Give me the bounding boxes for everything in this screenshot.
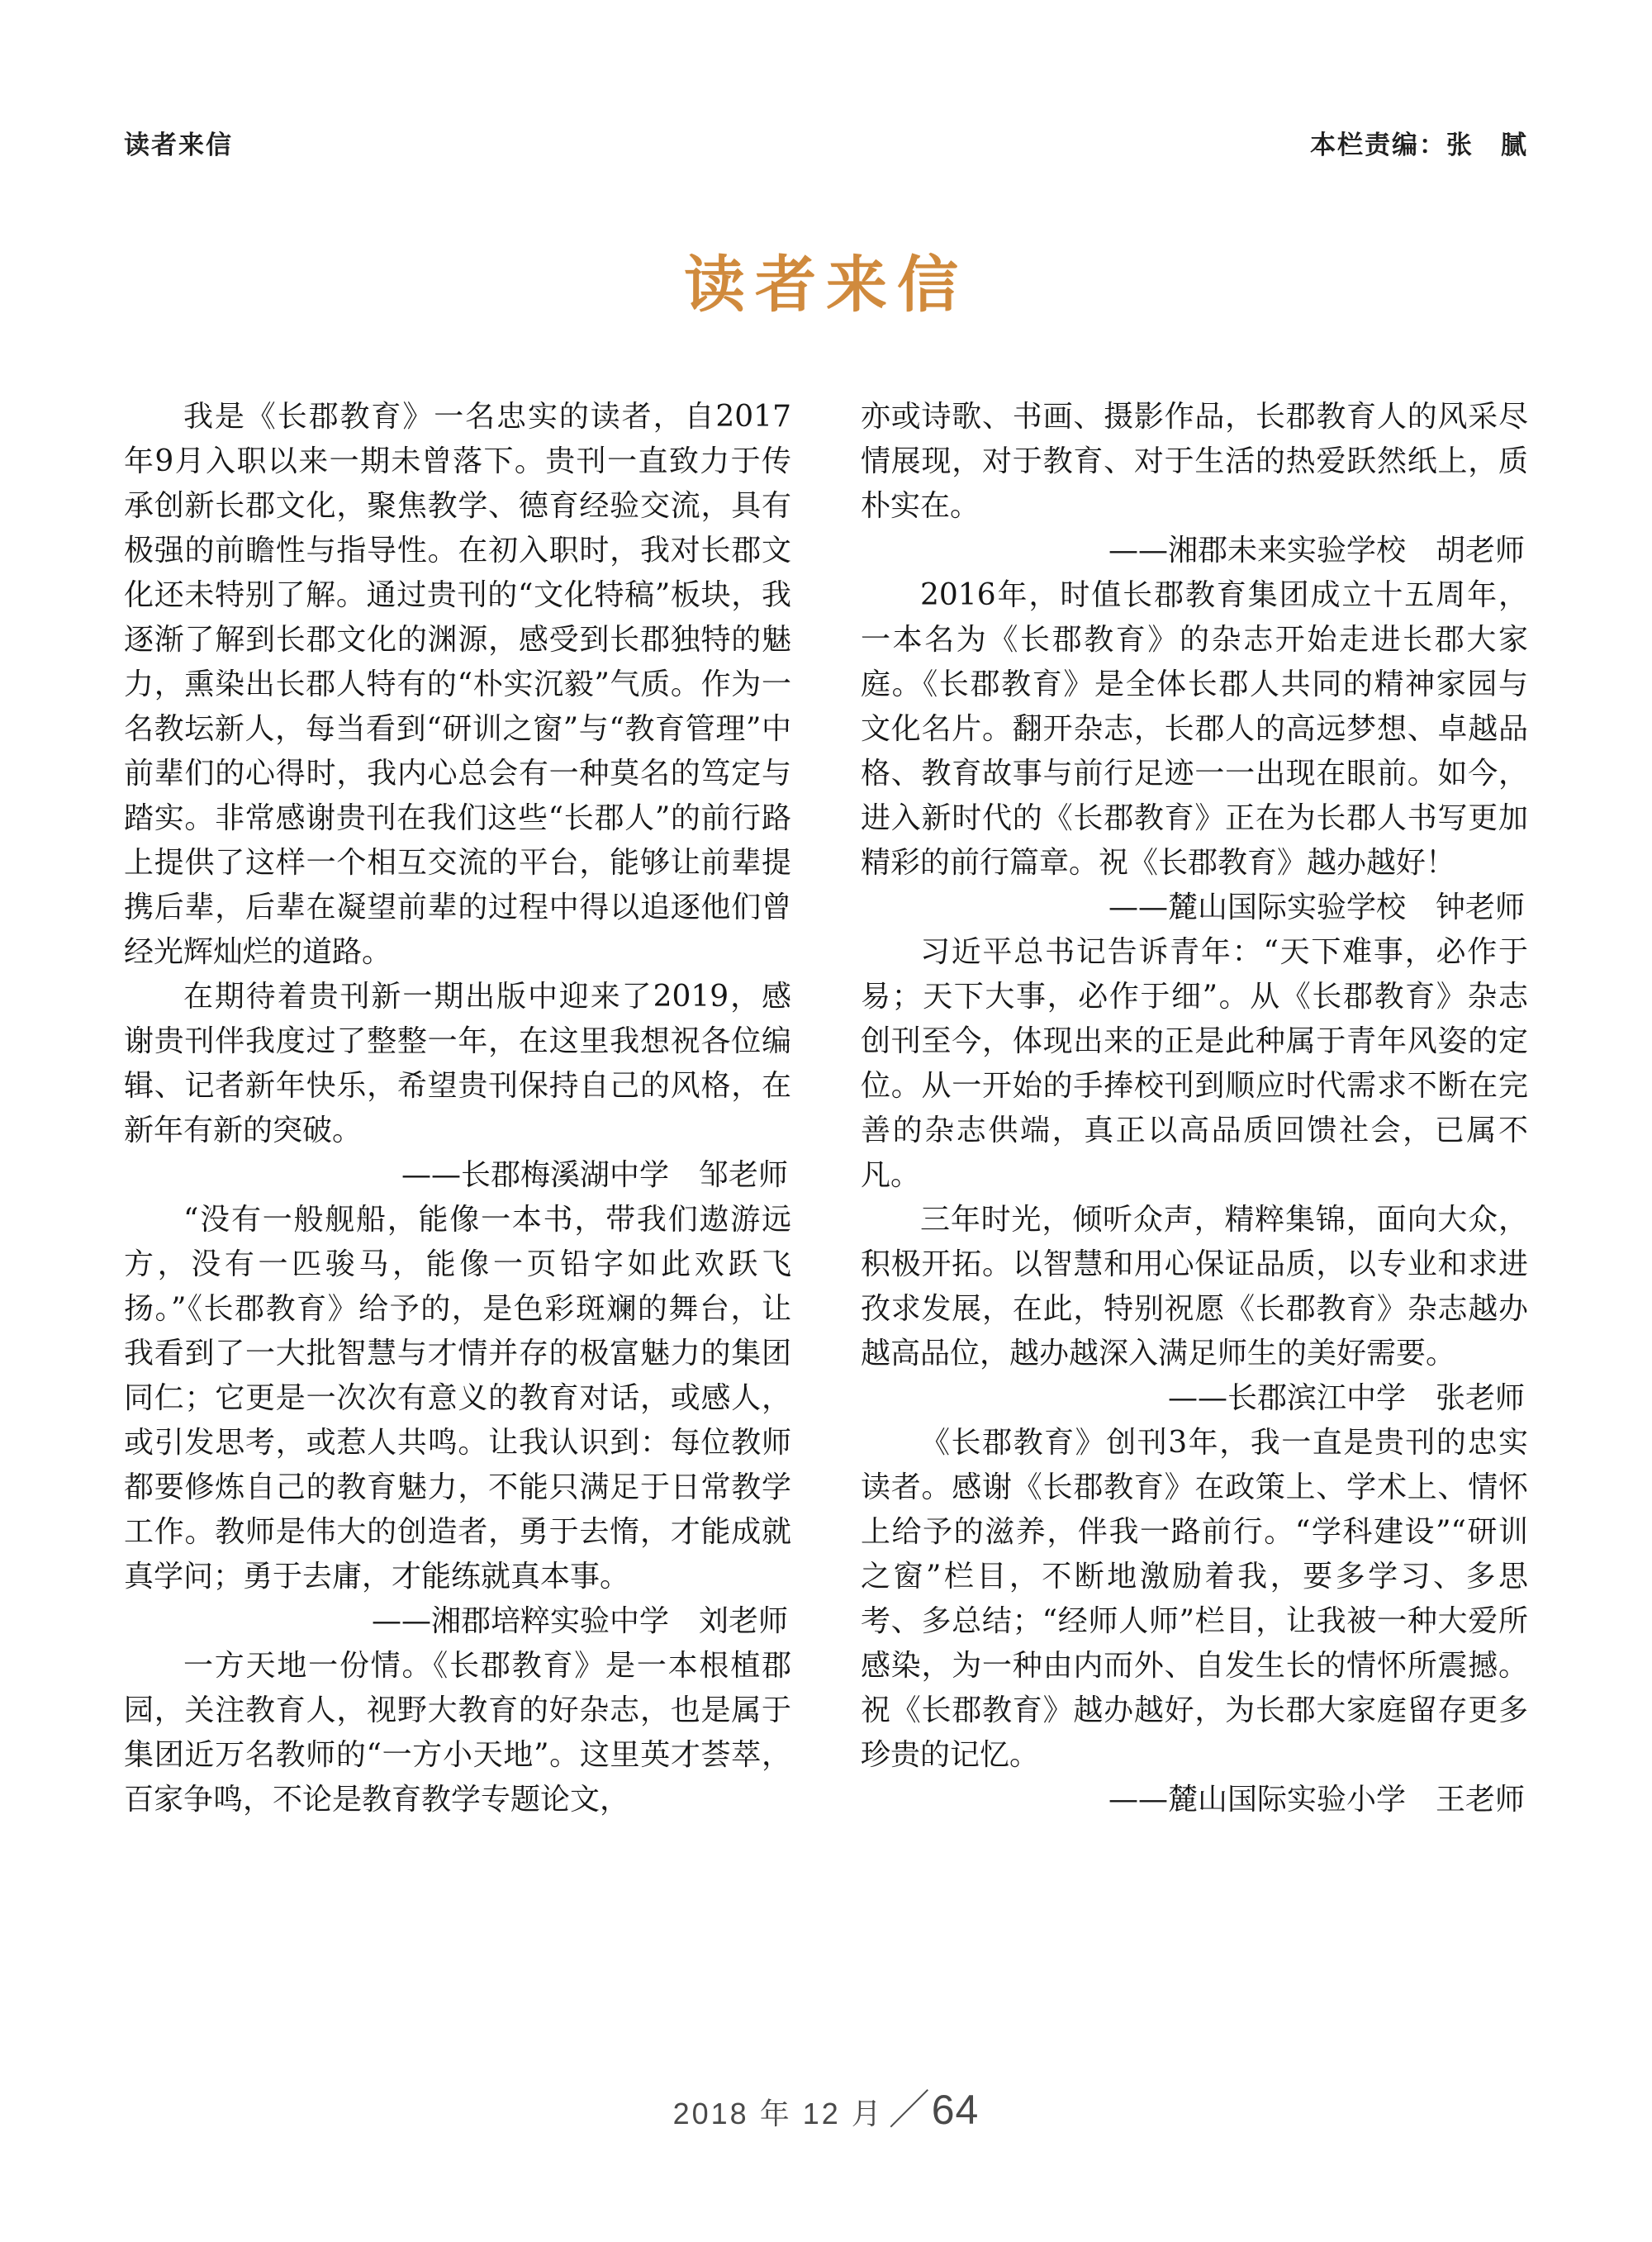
signature: ——麓山国际实验学校 钟老师 — [1108, 891, 1525, 924]
page-header — [124, 124, 1528, 161]
paragraph: 习近平总书记告诉青年：“天下难事，必作于易；天下大事，必作于细”。从《长郡教育》杂志创刊至今，体现出来的正是此种属于青年风姿的定位。从一开始的手捧校刊到顺应时代需求不断在完善的杂志供端，真正以高品质回馈社会，已属不凡。 — [861, 935, 1528, 1192]
paragraph-continuation: 亦或诗歌、书画、摄影作品，长郡教育人的风采尽情展现，对于教育、对于生活的热爱跃然纸上，质朴实在。 — [861, 400, 1528, 523]
signature: ——麓山国际实验小学 王老师 — [1108, 1783, 1525, 1817]
left-column — [124, 395, 791, 1822]
right-column — [861, 395, 1528, 1822]
header-column-editor: 本栏责编：张 腻 — [1310, 131, 1528, 159]
signature: ——湘郡培粹实验中学 刘老师 — [371, 1604, 788, 1638]
page-footer — [0, 2077, 1652, 2136]
header-section-label: 读者来信 — [124, 131, 233, 159]
paragraph: 我是《长郡教育》一名忠实的读者，自2017年9月入职以来一期未曾落下。贵刊一直致力于传承创新长郡文化，聚焦教学、德育经验交流，具有极强的前瞻性与指导性。在初入职时，我对长郡文化还未特别了解。通过贵刊的“文化特稿”板块，我逐渐了解到长郡文化的渊源，感受到长郡独特的魅力，熏染出长郡人特有的“朴实沉毅”气质。作为一名教坛新人，每当看到“研训之窗”与“教育管理”中前辈们的心得时，我内心总会有一种莫名的笃定与踏实。非常感谢贵刊在我们这些“长郡人”的前行路上提供了这样一个相互交流的平台，能够让前辈提携后辈，后辈在凝望前辈的过程中得以追逐他们曾经光辉灿烂的道路。 — [124, 400, 791, 969]
signature: ——湘郡未来实验学校 胡老师 — [1108, 534, 1525, 568]
paragraph: 《长郡教育》创刊3年，我一直是贵刊的忠实读者。感谢《长郡教育》在政策上、学术上、情怀上给予的滋养，伴我一路前行。“学科建设”“研训之窗”栏目，不断地激励着我，要多学习、多思考、多总结；“经师人师”栏目，让我被一种大爱所感染，为一种由内而外、自发生长的情怀所震撼。祝《长郡教育》越办越好，为长郡大家庭留存更多珍贵的记忆。 — [861, 1426, 1528, 1772]
footer-page-number: 64 — [931, 2087, 980, 2133]
footer-slash: ／ — [888, 2087, 930, 2133]
paragraph: 一方天地一份情。《长郡教育》是一本根植郡园，关注教育人，视野大教育的好杂志，也是属于集团近万名教师的“一方小天地”。这里英才荟萃，百家争鸣，不论是教育教学专题论文， — [124, 1649, 791, 1817]
paragraph: 三年时光，倾听众声，精粹集锦，面向大众，积极开拓。以智慧和用心保证品质，以专业和求进孜求发展，在此，特别祝愿《长郡教育》杂志越办越高品位，越办越深入满足师生的美好需要。 — [861, 1203, 1528, 1370]
signature: ——长郡梅溪湖中学 邹老师 — [401, 1158, 788, 1192]
paragraph: 2016年，时值长郡教育集团成立十五周年，一本名为《长郡教育》的杂志开始走进长郡大家庭。《长郡教育》是全体长郡人共同的精神家园与文化名片。翻开杂志，长郡人的高远梦想、卓越品格、教育故事与前行足迹一一出现在眼前。如今，进入新时代的《长郡教育》正在为长郡人书写更加精彩的前行篇章。祝《长郡教育》越办越好！ — [861, 578, 1528, 880]
footer-date: 2018 年 12 月 — [672, 2097, 884, 2130]
two-column-content — [124, 395, 1528, 1822]
page-title: 读者来信 — [684, 249, 968, 321]
signature: ——长郡滨江中学 张老师 — [1167, 1381, 1525, 1415]
paragraph: 在期待着贵刊新一期出版中迎来了2019，感谢贵刊伴我度过了整整一年，在这里我想祝各位编辑、记者新年快乐，希望贵刊保持自己的风格，在新年有新的突破。 — [124, 980, 791, 1147]
paragraph: “没有一般舰船，能像一本书，带我们遨游远方，没有一匹骏马，能像一页铅字如此欢跃飞扬。”《长郡教育》给予的，是色彩斑斓的舞台，让我看到了一大批智慧与才情并存的极富魅力的集团同仁；它更是一次次有意义的教育对话，或感人，或引发思考，或惹人共鸣。让我认识到：每位教师都要修炼自己的教育魅力，不能只满足于日常教学工作。教师是伟大的创造者，勇于去惰，才能成就真学问；勇于去庸，才能练就真本事。 — [124, 1203, 791, 1594]
